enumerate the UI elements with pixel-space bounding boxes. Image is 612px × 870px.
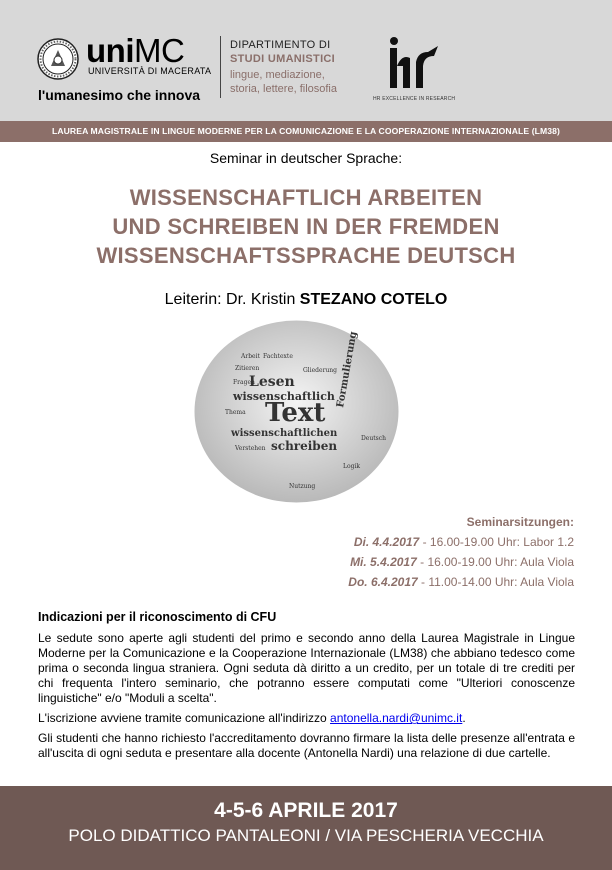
- registration-paragraph: L'iscrizione avviene tramite comunicazione all'indirizzo antonella.nardi@unimc.it.: [38, 711, 466, 725]
- word-cloud-image: [193, 318, 400, 505]
- cloud-word: Lesen: [249, 374, 295, 390]
- cfu-heading: Indicazioni per il riconoscimento di CFU: [38, 610, 277, 624]
- email-link[interactable]: antonella.nardi@unimc.it: [330, 711, 463, 725]
- cloud-word: Arbeit: [241, 353, 260, 360]
- university-seal-icon: [37, 38, 79, 80]
- sessions-heading: Seminarsitzungen:: [466, 515, 574, 529]
- unimc-logo-text: uniMC: [86, 32, 185, 69]
- degree-band: LAUREA MAGISTRALE IN LINGUE MODERNE PER LA COMUNICAZIONE E LA COOPERAZIONE INTERNAZIONALE (LM38): [0, 121, 612, 142]
- title-line: WISSENSCHAFTLICH ARBEITEN: [129, 185, 483, 210]
- title-line: UND SCHREIBEN IN DER FREMDEN: [112, 214, 500, 239]
- cloud-word: Logik: [343, 463, 360, 470]
- cloud-word: Text: [265, 398, 326, 428]
- event-location: POLO DIDATTICO PANTALEONI / VIA PESCHERIA VECCHIA: [68, 826, 544, 845]
- cloud-word: Nutzung: [289, 483, 316, 490]
- event-dates: 4-5-6 APRILE 2017: [214, 799, 398, 822]
- university-name: UNIVERSITÀ DI MACERATA: [88, 66, 212, 76]
- cloud-word: Fragen: [233, 379, 255, 386]
- hr-excellence-logo-icon: [388, 36, 440, 90]
- seminar-title: [0, 183, 612, 270]
- session-item: Mi. 5.4.2017 - 16.00-19.00 Uhr: Aula Viola: [350, 555, 574, 569]
- cloud-word: wissenschaftlichen: [231, 428, 338, 439]
- cfu-paragraph: Le sedute sono aperte agli studenti del primo e secondo anno della Laurea Magistrale in Lingue Moderne per la Comunicazione e la Cooperazione Internazionale (LM38) che abbiano tedesco come prima o seconda lingua straniera. Ogni seduta dà diritto a un credito, per un totale di tre crediti per chi frequenta l'intero seminario, che potranno essere computati come "Ulteriori conoscenze linguistiche" e/o "Moduli a scelta".: [38, 631, 575, 705]
- seminar-language: Seminar in deutscher Sprache:: [209, 150, 403, 166]
- cloud-word: schreiben: [271, 439, 338, 453]
- cloud-word: Thema: [225, 409, 246, 416]
- cloud-word: Fachtexte: [263, 353, 293, 360]
- header: [0, 0, 612, 121]
- header-divider: [220, 36, 221, 98]
- session-item: Di. 4.4.2017 - 16.00-19.00 Uhr: Labor 1.2: [353, 535, 574, 549]
- department-line-1: DIPARTIMENTO DI: [230, 39, 331, 51]
- session-list: [348, 512, 574, 592]
- department-line-2: STUDI UMANISTICI: [230, 53, 336, 65]
- cloud-word: Zitieren: [235, 365, 260, 372]
- cloud-word: Gliederung: [303, 367, 338, 374]
- cloud-word: Deutsch: [361, 435, 386, 442]
- footer: [0, 786, 612, 870]
- motto: l'umanesimo che innova: [38, 87, 201, 103]
- leader-name: STEZANO COTELO: [299, 291, 448, 308]
- cfu-section: [38, 610, 575, 766]
- hr-caption: HR EXCELLENCE IN RESEARCH: [373, 96, 456, 102]
- cloud-word: Formulierung: [335, 330, 360, 409]
- department-disciplines: lingue, mediazione, storia, lettere, filosofia: [230, 69, 337, 95]
- cloud-word: wissenschaftlich: [233, 390, 335, 403]
- cloud-word: Verstehen: [235, 445, 266, 452]
- session-item: Do. 6.4.2017 - 11.00-14.00 Uhr: Aula Viola: [348, 575, 574, 589]
- attendance-paragraph: Gli studenti che hanno richiesto l'accreditamento dovranno firmare la lista delle presenze all'entrata e all'uscita di ogni seduta e presentare alla docente (Antonella Nardi) una relazione di due cartelle.: [38, 731, 575, 760]
- title-line: WISSENSCHAFTSSPRACHE DEUTSCH: [96, 243, 516, 268]
- seminar-leader: Leiterin: Dr. Kristin STEZANO COTELO: [164, 291, 448, 308]
